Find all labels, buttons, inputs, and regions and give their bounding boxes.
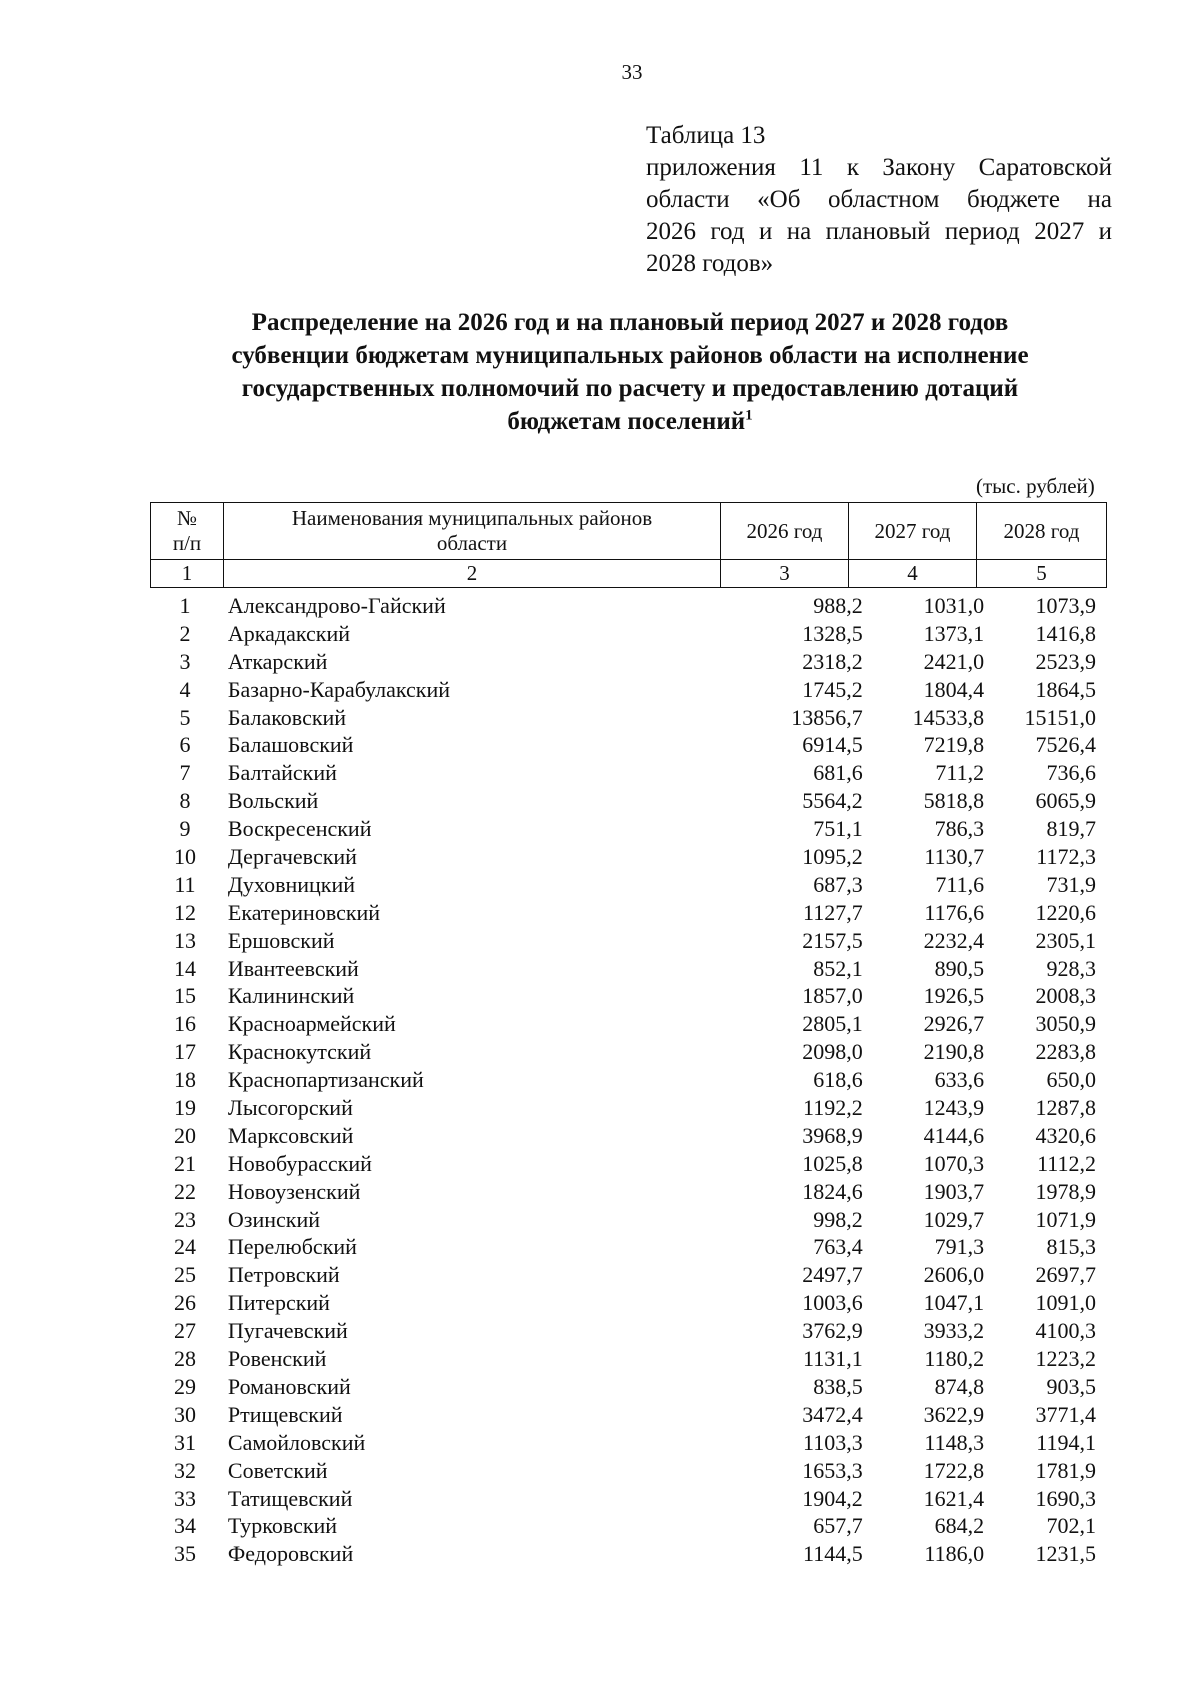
value-2026: 2318,2 — [802, 648, 863, 674]
value-2026: 618,6 — [813, 1067, 863, 1093]
value-2028: 2305,1 — [1035, 927, 1096, 953]
value-2028: 2283,8 — [1035, 1039, 1096, 1065]
value-2027: 1070,3 — [923, 1150, 985, 1176]
appendix-line: области «Об областном бюджете на — [646, 186, 1112, 213]
table-row — [150, 1038, 1104, 1066]
header-row — [151, 503, 1107, 560]
value-2026: 1745,2 — [802, 676, 863, 702]
row-number: 15 — [173, 983, 196, 1009]
row-number: 11 — [174, 871, 196, 897]
value-2028: 6065,9 — [1035, 788, 1096, 814]
value-2028: 702,1 — [1046, 1513, 1096, 1539]
value-2026: 1144,5 — [803, 1541, 863, 1567]
district-name: Духовницкий — [227, 871, 356, 897]
value-2026: 1127,7 — [803, 899, 863, 925]
table-row — [150, 1512, 1104, 1540]
table-row — [150, 1289, 1104, 1317]
row-number: 22 — [173, 1178, 196, 1204]
value-2028: 1864,5 — [1035, 676, 1096, 702]
value-2028: 1287,8 — [1035, 1095, 1096, 1121]
value-2026: 838,5 — [813, 1373, 863, 1399]
district-name: Петровский — [227, 1262, 340, 1288]
value-2028: 1071,9 — [1035, 1206, 1096, 1232]
value-2026: 1653,3 — [802, 1457, 863, 1483]
table-row — [150, 787, 1104, 815]
district-name: Балашовский — [227, 732, 354, 758]
value-2028: 4100,3 — [1035, 1318, 1096, 1344]
district-name: Аткарский — [227, 648, 328, 674]
value-2027: 684,2 — [934, 1513, 985, 1539]
row-number: 32 — [173, 1457, 196, 1483]
value-2028: 1231,5 — [1035, 1541, 1096, 1567]
appendix-line: 2026 год и на плановый период 2027 и — [646, 218, 1112, 245]
value-2028: 3771,4 — [1035, 1401, 1096, 1427]
district-name: Красноармейский — [227, 1011, 396, 1037]
value-2026: 2157,5 — [802, 927, 863, 953]
table-row — [150, 1010, 1104, 1038]
table-row — [150, 1401, 1104, 1429]
header-2026: 2026 год — [721, 503, 849, 560]
value-2028: 3050,9 — [1035, 1011, 1096, 1037]
value-2026: 1192,2 — [803, 1095, 863, 1121]
value-2027: 7219,8 — [923, 732, 985, 758]
table-row — [150, 1233, 1104, 1261]
row-number: 34 — [173, 1513, 196, 1539]
value-2028: 1223,2 — [1035, 1346, 1096, 1372]
value-2028: 815,3 — [1046, 1234, 1096, 1260]
row-number: 23 — [173, 1206, 196, 1232]
table-row — [150, 1429, 1104, 1457]
district-name: Романовский — [227, 1373, 351, 1399]
table-body — [150, 592, 1104, 1568]
value-2027: 2190,8 — [923, 1039, 985, 1065]
value-2028: 15151,0 — [1024, 704, 1096, 730]
value-2026: 763,4 — [813, 1234, 863, 1260]
district-name: Ртищевский — [227, 1401, 343, 1427]
header-name-line1: Наименования муниципальных районов — [291, 506, 653, 530]
table-row — [150, 899, 1104, 927]
value-2026: 13856,7 — [791, 704, 863, 730]
table-row — [150, 620, 1104, 648]
column-number: 1 — [151, 560, 224, 588]
district-name: Ровенский — [227, 1346, 327, 1372]
table-row — [150, 1066, 1104, 1094]
value-2026: 1131,1 — [803, 1346, 863, 1372]
row-number: 7 — [179, 760, 191, 786]
value-2027: 1926,5 — [923, 983, 985, 1009]
value-2027: 1722,8 — [923, 1457, 985, 1483]
row-number: 13 — [173, 927, 196, 953]
table-row — [150, 1540, 1104, 1568]
value-2026: 1025,8 — [802, 1150, 863, 1176]
column-number-row — [151, 560, 1107, 588]
district-name: Краснокутский — [227, 1039, 372, 1065]
district-name: Новобурасский — [227, 1150, 372, 1176]
value-2026: 1824,6 — [802, 1178, 863, 1204]
value-2027: 3622,9 — [923, 1401, 985, 1427]
value-2027: 3933,2 — [923, 1318, 985, 1344]
district-name: Ершовский — [227, 927, 335, 953]
value-2026: 3762,9 — [802, 1318, 863, 1344]
header-name — [224, 503, 721, 560]
row-number: 16 — [173, 1011, 196, 1037]
value-2026: 681,6 — [813, 760, 863, 786]
value-2027: 5818,8 — [923, 788, 985, 814]
value-2027: 1130,7 — [924, 844, 985, 870]
row-number: 6 — [179, 732, 191, 758]
district-name: Новоузенский — [227, 1178, 361, 1204]
row-number: 24 — [173, 1234, 196, 1260]
value-2027: 1373,1 — [923, 620, 985, 646]
row-number: 20 — [173, 1122, 196, 1148]
value-2027: 1621,4 — [923, 1485, 985, 1511]
table-row — [150, 1122, 1104, 1150]
row-number: 9 — [179, 816, 191, 842]
table-row — [150, 704, 1104, 732]
value-2027: 2926,7 — [923, 1011, 985, 1037]
value-2028: 1781,9 — [1035, 1457, 1096, 1483]
value-2026: 1095,2 — [802, 844, 863, 870]
row-number: 4 — [179, 676, 191, 702]
value-2028: 4320,6 — [1035, 1122, 1096, 1148]
district-name: Краснопартизанский — [227, 1067, 424, 1093]
row-number: 33 — [173, 1485, 196, 1511]
row-number: 27 — [173, 1318, 196, 1344]
value-2028: 1073,9 — [1035, 593, 1096, 618]
value-2027: 1180,2 — [924, 1346, 985, 1372]
table-row — [150, 592, 1104, 620]
value-2027: 2421,0 — [923, 648, 985, 674]
table-row — [150, 1317, 1104, 1345]
value-2028: 1172,3 — [1036, 844, 1096, 870]
value-2027: 1903,7 — [923, 1178, 985, 1204]
row-number: 30 — [173, 1401, 196, 1427]
document-title — [150, 306, 1110, 438]
table-row — [150, 759, 1104, 787]
district-name: Балаковский — [227, 704, 347, 730]
district-name: Ивантеевский — [227, 955, 359, 981]
value-2027: 1176,6 — [924, 899, 985, 925]
value-2028: 736,6 — [1046, 760, 1096, 786]
district-name: Перелюбский — [227, 1234, 357, 1260]
value-2028: 2697,7 — [1035, 1262, 1096, 1288]
value-2028: 819,7 — [1046, 816, 1096, 842]
district-name: Вольский — [227, 788, 319, 814]
value-2027: 14533,8 — [912, 704, 985, 730]
value-2026: 3472,4 — [802, 1401, 863, 1427]
district-name: Питерский — [227, 1290, 330, 1316]
district-name: Советский — [227, 1457, 328, 1483]
table-row — [150, 1094, 1104, 1122]
row-number: 18 — [173, 1067, 196, 1093]
value-2026: 2805,1 — [802, 1011, 863, 1037]
value-2027: 791,3 — [934, 1234, 985, 1260]
header-num-line1: № — [176, 506, 198, 530]
value-2027: 1804,4 — [923, 676, 985, 702]
value-2026: 998,2 — [813, 1206, 863, 1232]
value-2027: 1031,0 — [923, 593, 985, 618]
row-number: 29 — [173, 1373, 196, 1399]
table-row — [150, 731, 1104, 759]
district-name: Аркадакский — [227, 620, 351, 646]
value-2028: 1112,2 — [1037, 1150, 1096, 1176]
value-2028: 1194,1 — [1036, 1429, 1096, 1455]
value-2026: 1904,2 — [802, 1485, 863, 1511]
footnote-mark: 1 — [745, 407, 753, 424]
district-name: Пугачевский — [227, 1318, 348, 1344]
value-2028: 1091,0 — [1035, 1290, 1096, 1316]
value-2028: 731,9 — [1046, 871, 1096, 897]
value-2028: 7526,4 — [1035, 732, 1096, 758]
title-line: государственных полномочий по расчету и предоставлению дотаций — [241, 375, 1019, 402]
table-row — [150, 1206, 1104, 1234]
district-name: Озинский — [227, 1206, 321, 1232]
table-row — [150, 648, 1104, 676]
table-row — [150, 676, 1104, 704]
appendix-note — [646, 120, 1112, 280]
column-number: 5 — [977, 560, 1107, 588]
district-name: Воскресенский — [227, 816, 372, 842]
value-2026: 852,1 — [813, 955, 863, 981]
value-2028: 2008,3 — [1035, 983, 1096, 1009]
row-number: 8 — [179, 788, 191, 814]
district-name: Турковский — [227, 1513, 338, 1539]
table-row — [150, 871, 1104, 899]
page-number: 33 — [621, 60, 643, 84]
value-2027: 2232,4 — [923, 927, 985, 953]
value-2026: 2497,7 — [802, 1262, 863, 1288]
row-number: 3 — [179, 648, 191, 674]
value-2027: 874,8 — [934, 1373, 985, 1399]
table-row — [150, 1485, 1104, 1513]
table-row — [150, 1261, 1104, 1289]
value-2027: 4144,6 — [923, 1122, 985, 1148]
district-name: Калининский — [227, 983, 355, 1009]
row-number: 25 — [173, 1262, 196, 1288]
district-name: Базарно-Карабулакский — [227, 676, 451, 702]
header-name-line2: области — [436, 531, 508, 555]
value-2026: 6914,5 — [802, 732, 863, 758]
column-number: 2 — [224, 560, 721, 588]
value-2026: 1857,0 — [802, 983, 863, 1009]
value-2026: 657,7 — [813, 1513, 863, 1539]
table-row — [150, 815, 1104, 843]
row-number: 12 — [173, 899, 196, 925]
appendix-line: 2028 годов» — [646, 250, 774, 277]
district-name: Самойловский — [227, 1429, 366, 1455]
title-line: субвенции бюджетам муниципальных районов области на исполнение — [231, 342, 1029, 369]
value-2026: 2098,0 — [802, 1039, 863, 1065]
value-2027: 1186,0 — [924, 1541, 985, 1567]
column-number: 3 — [721, 560, 849, 588]
table-row — [150, 1178, 1104, 1206]
table-row — [150, 843, 1104, 871]
value-2027: 786,3 — [934, 816, 985, 842]
district-name: Александрово-Гайский — [227, 593, 446, 618]
row-number: 1 — [179, 593, 191, 618]
table-row — [150, 1373, 1104, 1401]
header-num — [151, 503, 224, 560]
value-2028: 1690,3 — [1035, 1485, 1096, 1511]
value-2027: 1029,7 — [923, 1206, 985, 1232]
row-number: 26 — [173, 1290, 196, 1316]
value-2026: 751,1 — [813, 816, 863, 842]
appendix-table-label: Таблица 13 — [646, 122, 766, 149]
value-2027: 711,2 — [935, 760, 985, 786]
table-row — [150, 1150, 1104, 1178]
value-2026: 687,3 — [813, 871, 863, 897]
value-2027: 711,6 — [935, 871, 985, 897]
table-header — [150, 502, 1107, 588]
title-last-text: бюджетам поселений — [507, 408, 746, 435]
value-2028: 903,5 — [1046, 1373, 1096, 1399]
value-2028: 2523,9 — [1035, 648, 1096, 674]
value-2026: 1103,3 — [803, 1429, 863, 1455]
row-number: 35 — [173, 1541, 196, 1567]
district-name: Балтайский — [227, 760, 337, 786]
value-2027: 1243,9 — [923, 1095, 985, 1121]
value-2028: 1978,9 — [1035, 1178, 1096, 1204]
row-number: 10 — [173, 844, 196, 870]
district-name: Федоровский — [227, 1541, 354, 1567]
units-label: (тыс. рублей) — [976, 474, 1095, 498]
row-number: 2 — [179, 620, 191, 646]
value-2026: 988,2 — [813, 593, 863, 618]
row-number: 28 — [173, 1346, 196, 1372]
value-2027: 2606,0 — [923, 1262, 985, 1288]
row-number: 21 — [173, 1150, 196, 1176]
row-number: 31 — [173, 1429, 196, 1455]
header-2028: 2028 год — [977, 503, 1107, 560]
title-line — [150, 405, 1110, 438]
table-row — [150, 1457, 1104, 1485]
value-2027: 633,6 — [934, 1067, 985, 1093]
value-2028: 928,3 — [1046, 955, 1096, 981]
value-2027: 890,5 — [934, 955, 985, 981]
value-2027: 1148,3 — [924, 1429, 985, 1455]
district-name: Марксовский — [227, 1122, 354, 1148]
value-2026: 1003,6 — [802, 1290, 863, 1316]
table-row — [150, 1345, 1104, 1373]
value-2027: 1047,1 — [923, 1290, 985, 1316]
value-2028: 1220,6 — [1035, 899, 1096, 925]
table-row — [150, 955, 1104, 983]
table-row — [150, 927, 1104, 955]
district-name: Екатериновский — [227, 899, 381, 925]
value-2026: 5564,2 — [802, 788, 863, 814]
value-2026: 3968,9 — [802, 1122, 863, 1148]
table-row — [150, 982, 1104, 1010]
title-line: Распределение на 2026 год и на плановый период 2027 и 2028 годов — [251, 309, 1009, 336]
header-num-line2: п/п — [172, 531, 202, 555]
row-number: 14 — [173, 955, 196, 981]
district-name: Татищевский — [227, 1485, 353, 1511]
header-2027: 2027 год — [849, 503, 977, 560]
district-name: Лысогорский — [227, 1095, 353, 1121]
appendix-line: приложения 11 к Закону Саратовской — [646, 154, 1112, 181]
row-number: 19 — [173, 1095, 196, 1121]
column-number: 4 — [849, 560, 977, 588]
district-name: Дергачевский — [227, 844, 357, 870]
value-2028: 1416,8 — [1035, 620, 1096, 646]
row-number: 5 — [179, 704, 191, 730]
row-number: 17 — [173, 1039, 196, 1065]
value-2028: 650,0 — [1046, 1067, 1096, 1093]
value-2026: 1328,5 — [802, 620, 863, 646]
